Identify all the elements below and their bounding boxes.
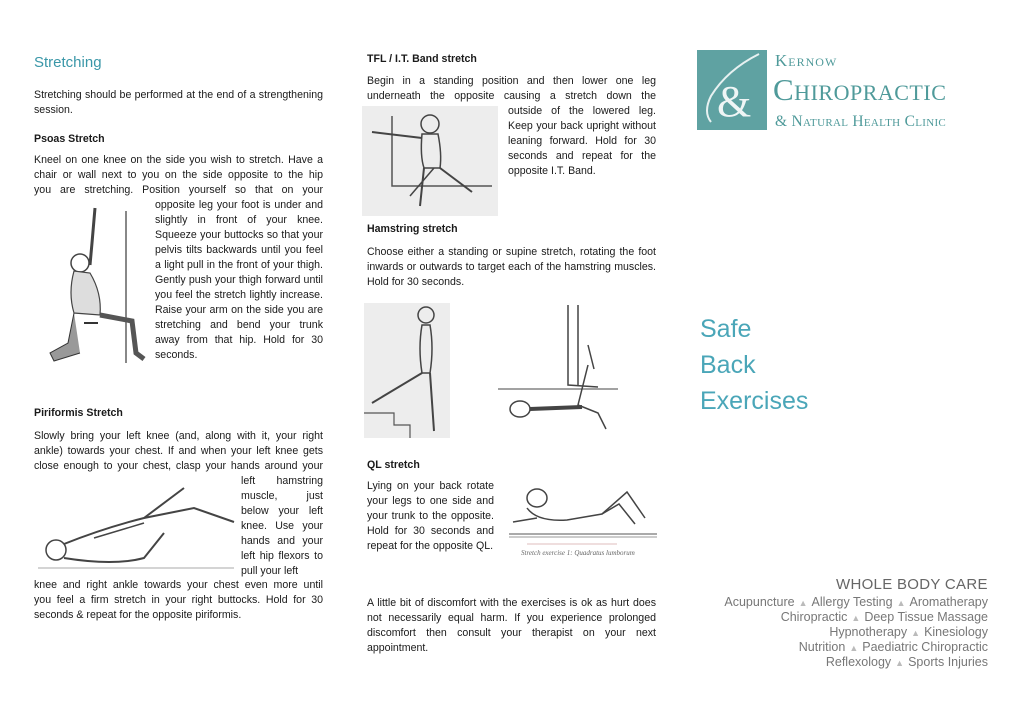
- brochure-title-back: Back: [700, 351, 756, 379]
- brochure-title-exercises: Exercises: [700, 387, 809, 415]
- piriformis-heading: Piriformis Stretch: [34, 407, 123, 419]
- service-hypnotherapy: Hypnotherapy: [829, 625, 908, 639]
- service-acupuncture: Acupuncture: [724, 595, 795, 609]
- services-row-4: [799, 640, 988, 656]
- tfl-heading: TFL / I.T. Band stretch: [367, 53, 477, 65]
- piriformis-line-2: ankle) towards your chest. If and when your left knee gets: [34, 445, 323, 457]
- logo-line-kernow: Kernow: [775, 51, 838, 70]
- piriformis-stretch-illustration: [34, 478, 236, 574]
- psoas-line-3: you are stretching. Position yourself so that on your: [34, 184, 323, 196]
- services-row-2: [781, 610, 988, 626]
- service-reflexology: Reflexology: [825, 655, 892, 669]
- ql-heading: QL stretch: [367, 459, 420, 471]
- service-nutrition: Nutrition: [798, 640, 846, 654]
- logo-line-chiropractic: Chiropractic: [773, 72, 947, 107]
- psoas-line-2: chair or wall next to you on the side opposite to the hip: [34, 169, 323, 181]
- tfl-line-1: Begin in a standing position and then lower one leg: [367, 75, 656, 87]
- psoas-figure-icon: [40, 203, 150, 368]
- piriformis-after-2: you feel a firm stretch in your right buttocks. Hold for 30: [34, 594, 323, 606]
- stretching-title: Stretching: [34, 54, 102, 71]
- piriformis-line-1: Slowly bring your left knee (and, along with it, your right: [34, 430, 323, 442]
- ql-stretch-illustration: [507, 478, 659, 568]
- hamstring-supine-illustration: [498, 305, 622, 432]
- clinic-logo-mark: [697, 50, 767, 130]
- piriformis-line-3: close enough to your chest, clasp your hands around your: [34, 460, 323, 472]
- psoas-stretch-illustration: [40, 203, 150, 368]
- triangle-separator-icon: ▲: [911, 628, 921, 638]
- tfl-figure-icon: [362, 106, 498, 216]
- service-chiropractic: Chiropractic: [780, 610, 848, 624]
- service-allergy-testing: Allergy Testing: [811, 595, 893, 609]
- tfl-line-2: underneath the opposite causing a stretch down the: [367, 90, 656, 102]
- stretching-intro: Stretching should be performed at the end of a strengthening session.: [34, 89, 323, 116]
- triangle-separator-icon: ▲: [798, 598, 808, 608]
- piriformis-side-text: left hamstring muscle, just below your left knee. Use your hands and your left hip flexors to pull your left: [241, 475, 323, 577]
- triangle-separator-icon: ▲: [849, 643, 859, 653]
- whole-body-care-heading: WHOLE BODY CARE: [836, 576, 988, 593]
- svg-text:&: &: [717, 77, 752, 126]
- ampersand-logo-icon: [697, 50, 767, 130]
- psoas-line-1: Kneel on one knee on the side you wish to stretch. Have a: [34, 154, 323, 166]
- hamstring-heading: Hamstring stretch: [367, 223, 458, 235]
- piriformis-figure-icon: [34, 478, 236, 574]
- services-row-5: [826, 655, 988, 671]
- service-deep-tissue-massage: Deep Tissue Massage: [864, 610, 988, 624]
- psoas-heading: Psoas Stretch: [34, 133, 105, 145]
- triangle-separator-icon: ▲: [895, 658, 905, 668]
- service-aromatherapy: Aromatherapy: [909, 595, 988, 609]
- tfl-stretch-illustration: [362, 106, 498, 216]
- service-paediatric-chiropractic: Paediatric Chiropractic: [862, 640, 988, 654]
- closing-note: A little bit of discomfort with the exercises is ok as hurt does not necessarily equal harm. If you experience prolonged discomfort then consult your therapist on your next appointment.: [367, 597, 656, 654]
- piriformis-after-1: knee and right ankle towards your chest even more until: [34, 579, 323, 591]
- tfl-side-text: outside of the lowered leg. Keep your back upright without leaning forward. Hold for 30 seconds and repeat for the opposite I.T. Band.: [508, 105, 656, 177]
- piriformis-after-3: seconds & repeat for the opposite piriformis.: [34, 609, 242, 621]
- services-row-1: [724, 595, 988, 611]
- hamstring-standing-illustration: [364, 303, 450, 438]
- triangle-separator-icon: ▲: [896, 598, 906, 608]
- brochure-title-safe: Safe: [700, 315, 752, 343]
- service-sports-injuries: Sports Injuries: [908, 655, 988, 669]
- logo-line-natural-health: & Natural Health Clinic: [775, 113, 947, 130]
- ql-body: Lying on your back rotate your legs to one side and your trunk to the opposite. Hold for 30 seconds and repeat for the opposite QL.: [367, 480, 494, 552]
- psoas-body: opposite leg your foot is under and slightly in front of your knee. Squeeze your buttocks so that your pelvis tilts backwards until you feel a light pull in the front of your thigh. Gently push your thigh forward until you feel the stretch lightly increase. Raise your arm on the side you are stretching and bend your trunk away from that hip. Hold for 30 seconds.: [155, 199, 323, 361]
- services-row-3: [829, 625, 988, 641]
- standing-hamstring-icon: [364, 303, 450, 438]
- hamstring-body: Choose either a standing or supine stretch, rotating the foot inwards or outwards to target each of the hamstring muscles. Hold for 30 seconds.: [367, 246, 656, 288]
- ql-image-caption: Stretch exercise 1: Quadratus lumborum: [521, 549, 635, 557]
- triangle-separator-icon: ▲: [851, 613, 861, 623]
- service-kinesiology: Kinesiology: [924, 625, 988, 639]
- supine-hamstring-icon: [498, 305, 622, 432]
